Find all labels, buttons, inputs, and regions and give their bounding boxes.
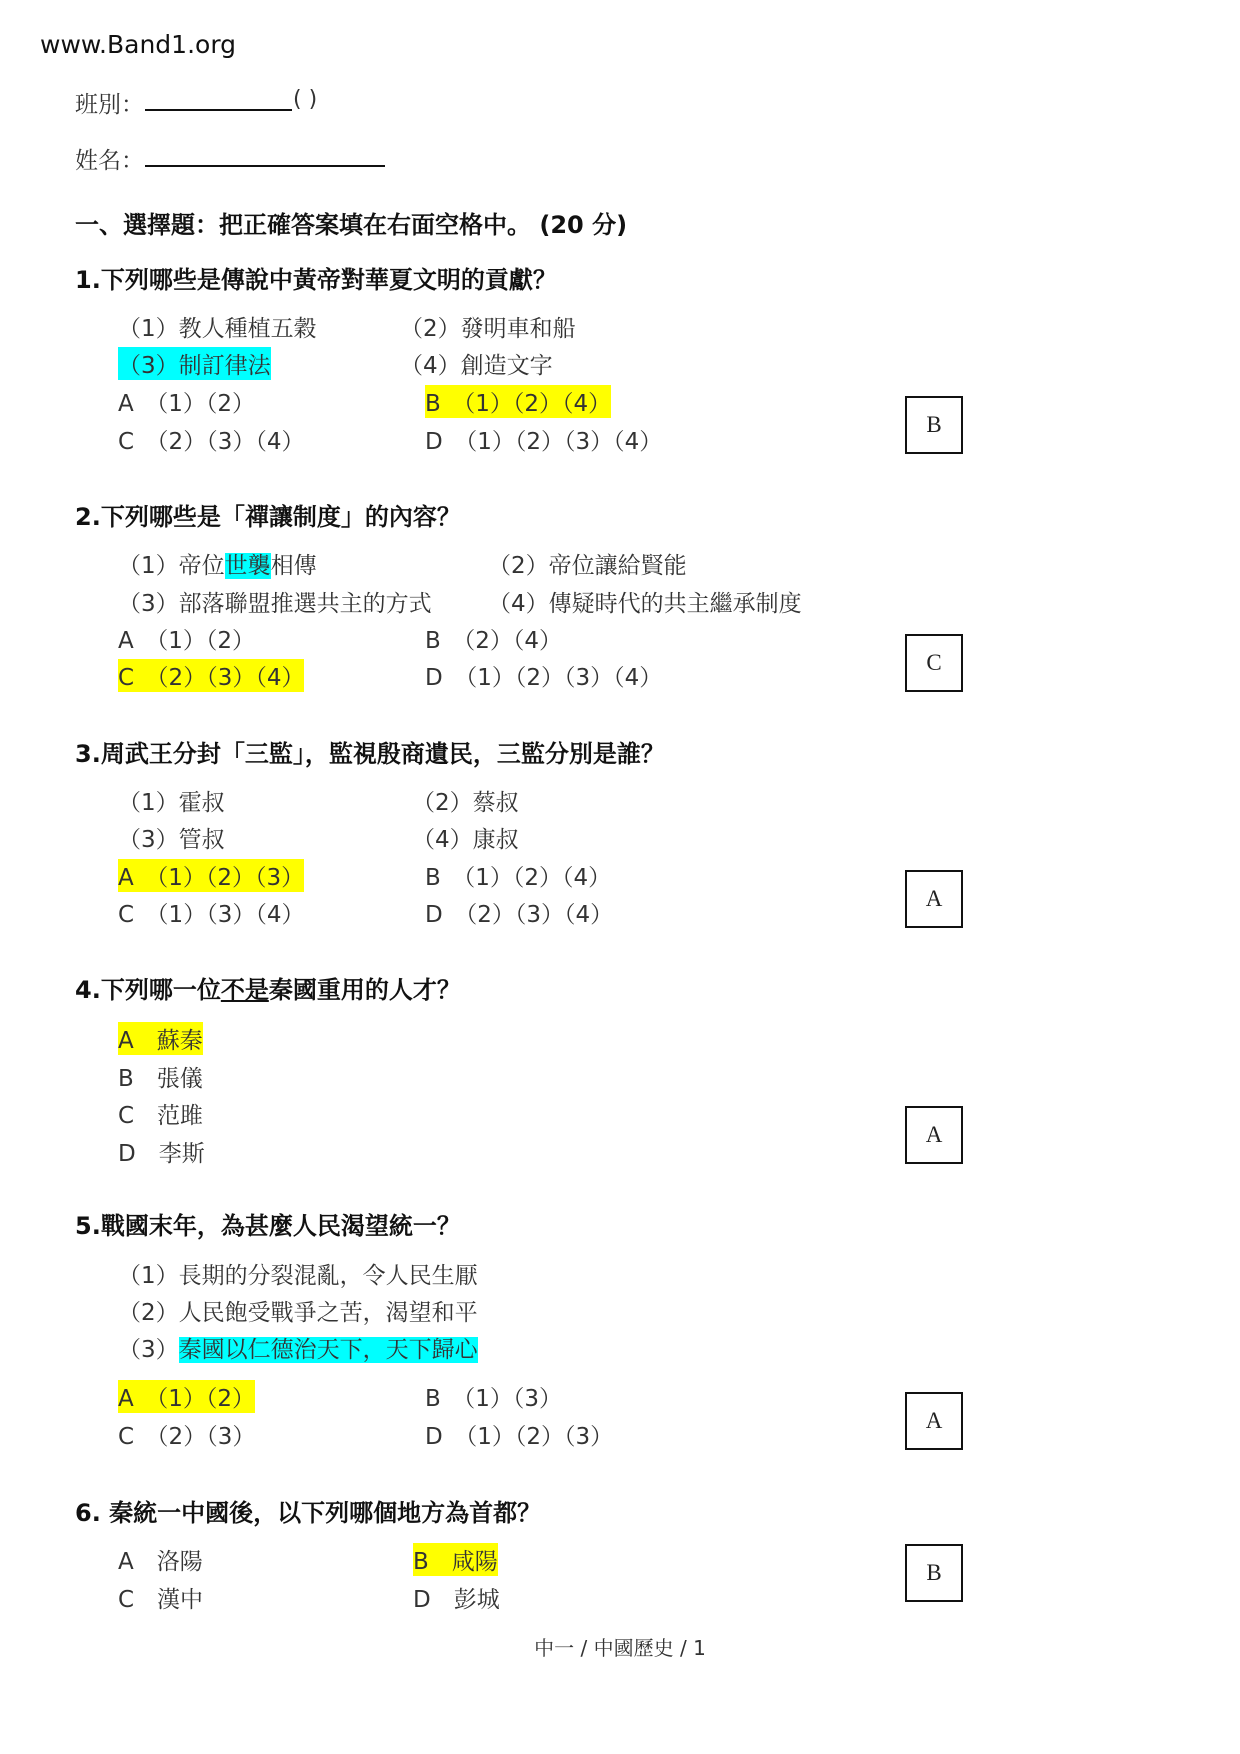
name-blank-line [145, 165, 385, 167]
question-5-title: 5.戰國末年，為甚麼人民渴望統一？ [75, 1212, 461, 1240]
q3-item-1: （1）霍叔 [118, 790, 225, 816]
q4-answer-box[interactable]: A [905, 1106, 963, 1164]
question-3-title: 3.周武王分封「三監」，監視殷商遺民，三監分別是誰？ [75, 740, 665, 768]
q1-item-3: （3）制訂律法 [118, 347, 271, 380]
class-label: 班別： [75, 92, 144, 118]
q2-item-4: （4）傳疑時代的共主繼承制度 [488, 591, 802, 617]
q2-item-1-highlight: 世襲 [224, 553, 271, 579]
q3-choice-b: B （1）（2）（4） [425, 865, 612, 891]
q1-item-4: （4）創造文字 [400, 353, 553, 379]
q5-choice-a: A （1）（2） [118, 1380, 255, 1413]
q5-choice-d: D （1）（2）（3） [425, 1424, 614, 1450]
q2-item-1: （1）帝位世襲相傳 [118, 553, 317, 579]
q5-item-2: （2）人民飽受戰爭之苦，渴望和平 [118, 1300, 478, 1326]
name-label: 姓名： [75, 148, 144, 174]
q3-item-2: （2）蔡叔 [412, 790, 519, 816]
q3-choice-a: A （1）（2）（3） [118, 859, 304, 892]
q6-answer-box[interactable]: B [905, 1544, 963, 1602]
q1-item-1: （1）教人種植五穀 [118, 316, 317, 342]
q5-choice-c: C （2）（3） [118, 1424, 256, 1450]
q5-item-1: （1）長期的分裂混亂，令人民生厭 [118, 1263, 478, 1289]
q5-item-3: （3）秦國以仁德治天下，天下歸心 [118, 1337, 478, 1363]
site-url: www.Band1.org [40, 30, 237, 59]
class-blank-line [145, 109, 292, 111]
q5-item-3-highlight: 秦國以仁德治天下，天下歸心 [178, 1337, 478, 1363]
q6-choice-d: D 彭城 [413, 1587, 500, 1613]
q1-answer-box[interactable]: B [905, 396, 963, 454]
q2-item-2: （2）帝位讓給賢能 [488, 553, 687, 579]
question-4-title: 4.下列哪一位不是秦國重用的人才？ [75, 976, 461, 1004]
section-title: 一、選擇題：把正確答案填在右面空格中。 (20 分) [75, 211, 628, 239]
q6-choice-b: B 咸陽 [413, 1543, 498, 1576]
q3-item-3: （3）管叔 [118, 827, 225, 853]
page-footer: 中一 / 中國歷史 / 1 [534, 1636, 706, 1660]
q3-choice-d: D （2）（3）（4） [425, 902, 614, 928]
q4-underline-not: 不是 [220, 976, 269, 1004]
q4-choice-c: C 范雎 [118, 1103, 204, 1129]
q2-choice-d: D （1）（2）（3）（4） [425, 665, 663, 691]
q2-choice-a: A （1）（2） [118, 628, 256, 654]
q4-choice-a: A 蘇秦 [118, 1022, 203, 1055]
q3-item-4: （4）康叔 [412, 827, 519, 853]
q6-choice-a: A 洛陽 [118, 1549, 203, 1575]
q1-item-2: （2）發明車和船 [400, 316, 576, 342]
question-6-title: 6. 秦統一中國後，以下列哪個地方為首都？ [75, 1499, 542, 1527]
q1-choice-b: B （1）（2）（4） [425, 385, 611, 418]
q3-answer-box[interactable]: A [905, 870, 963, 928]
question-2-title: 2.下列哪些是「禪讓制度」的內容？ [75, 503, 461, 531]
q2-choice-c: C （2）（3）（4） [118, 659, 304, 692]
q1-choice-a: A （1）（2） [118, 391, 256, 417]
q6-choice-c: C 漢中 [118, 1587, 204, 1613]
q5-choice-b: B （1）（3） [425, 1386, 563, 1412]
q5-answer-box[interactable]: A [905, 1392, 963, 1450]
q4-choice-d: D 李斯 [118, 1141, 205, 1167]
q2-item-3: （3）部落聯盟推選共主的方式 [118, 591, 432, 617]
q1-choice-d: D （1）（2）（3）（4） [425, 429, 663, 455]
q2-choice-b: B （2）（4） [425, 628, 563, 654]
q4-choice-b: B 張儀 [118, 1066, 203, 1092]
question-1-title: 1.下列哪些是傳說中黃帝對華夏文明的貢獻？ [75, 266, 557, 294]
class-number-paren: ( ) [293, 87, 318, 112]
q1-choice-c: C （2）（3）（4） [118, 429, 305, 455]
q3-choice-c: C （1）（3）（4） [118, 902, 305, 928]
q2-answer-box[interactable]: C [905, 634, 963, 692]
